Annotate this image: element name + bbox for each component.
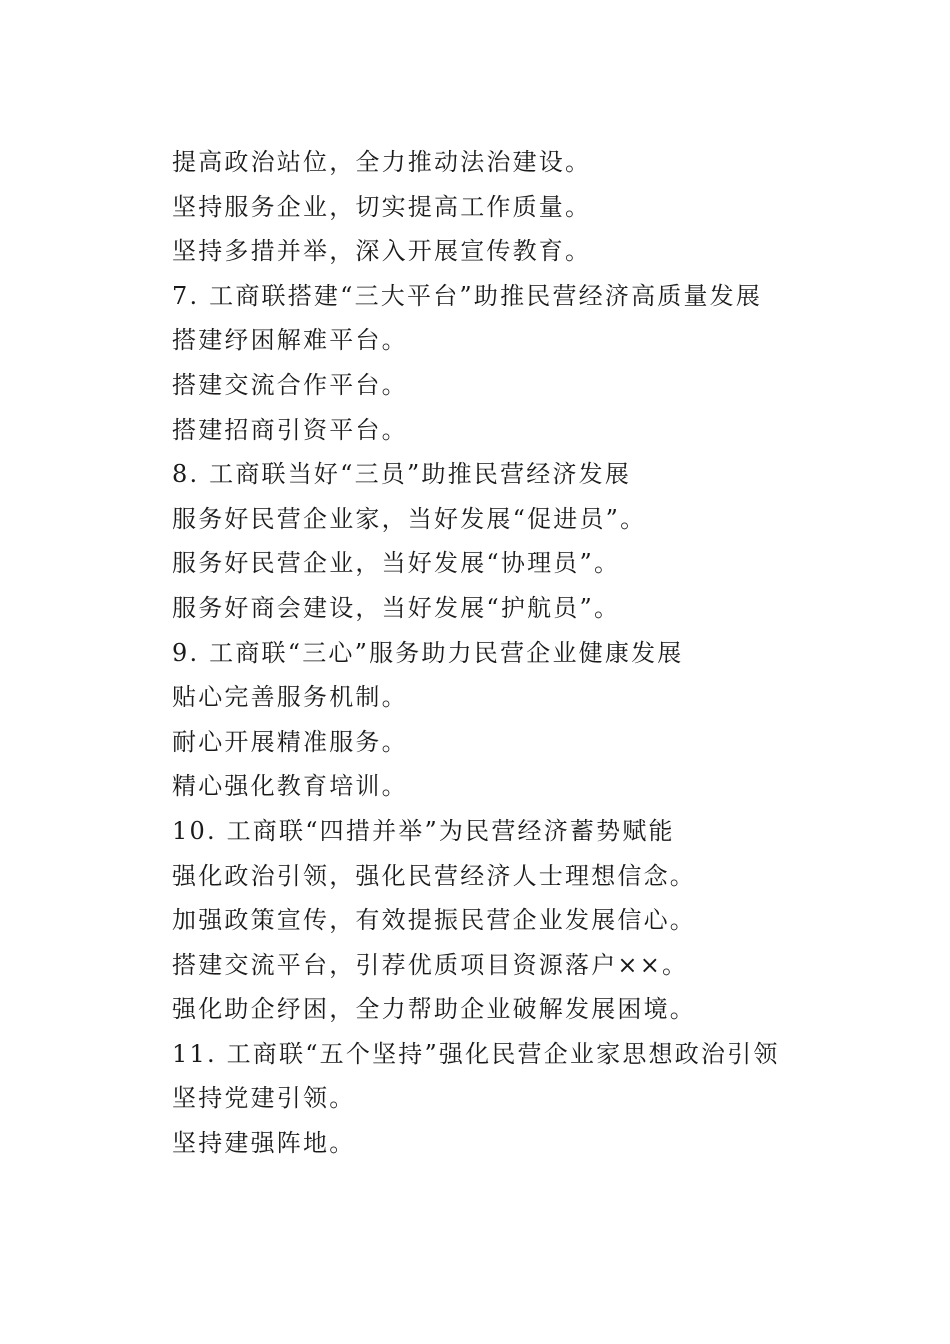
document-body <box>172 140 892 1166</box>
text-line: 坚持服务企业，切实提高工作质量。 <box>172 192 592 221</box>
section-heading: 10. 工商联“四措并举”为民营经济蓄势赋能 <box>172 816 675 845</box>
text-line: 坚持党建引领。 <box>172 1084 356 1113</box>
text-line: 精心强化教育培训。 <box>172 772 408 801</box>
text-line: 耐心开展精准服务。 <box>172 727 408 756</box>
text-line: 搭建交流平台，引荐优质项目资源落户××。 <box>172 950 689 979</box>
text-line: 坚持多措并举，深入开展宣传教育。 <box>172 237 592 266</box>
section-heading: 9. 工商联“三心”服务助力民营企业健康发展 <box>172 638 684 667</box>
section-heading: 7. 工商联搭建“三大平台”助推民营经济高质量发展 <box>172 281 763 310</box>
section-heading: 8. 工商联当好“三员”助推民营经济发展 <box>172 460 632 489</box>
section-heading: 11. 工商联“五个坚持”强化民营企业家思想政治引领 <box>172 1039 780 1068</box>
text-line: 提高政治站位，全力推动法治建设。 <box>172 148 592 176</box>
text-line: 强化助企纾困，全力帮助企业破解发展困境。 <box>172 995 696 1024</box>
text-line: 搭建交流合作平台。 <box>172 370 408 399</box>
text-line: 坚持建强阵地。 <box>172 1129 356 1158</box>
text-line: 加强政策宣传，有效提振民营企业发展信心。 <box>172 906 696 935</box>
text-line: 服务好民营企业家，当好发展“促进员”。 <box>172 504 647 533</box>
text-line: 贴心完善服务机制。 <box>172 683 408 712</box>
text-line: 强化政治引领，强化民营经济人士理想信念。 <box>172 861 696 890</box>
text-line: 搭建招商引资平台。 <box>172 415 408 444</box>
text-line: 服务好商会建设，当好发展“护航员”。 <box>172 593 621 622</box>
text-line: 搭建纾困解难平台。 <box>172 326 408 355</box>
text-line: 服务好民营企业，当好发展“协理员”。 <box>172 549 621 578</box>
